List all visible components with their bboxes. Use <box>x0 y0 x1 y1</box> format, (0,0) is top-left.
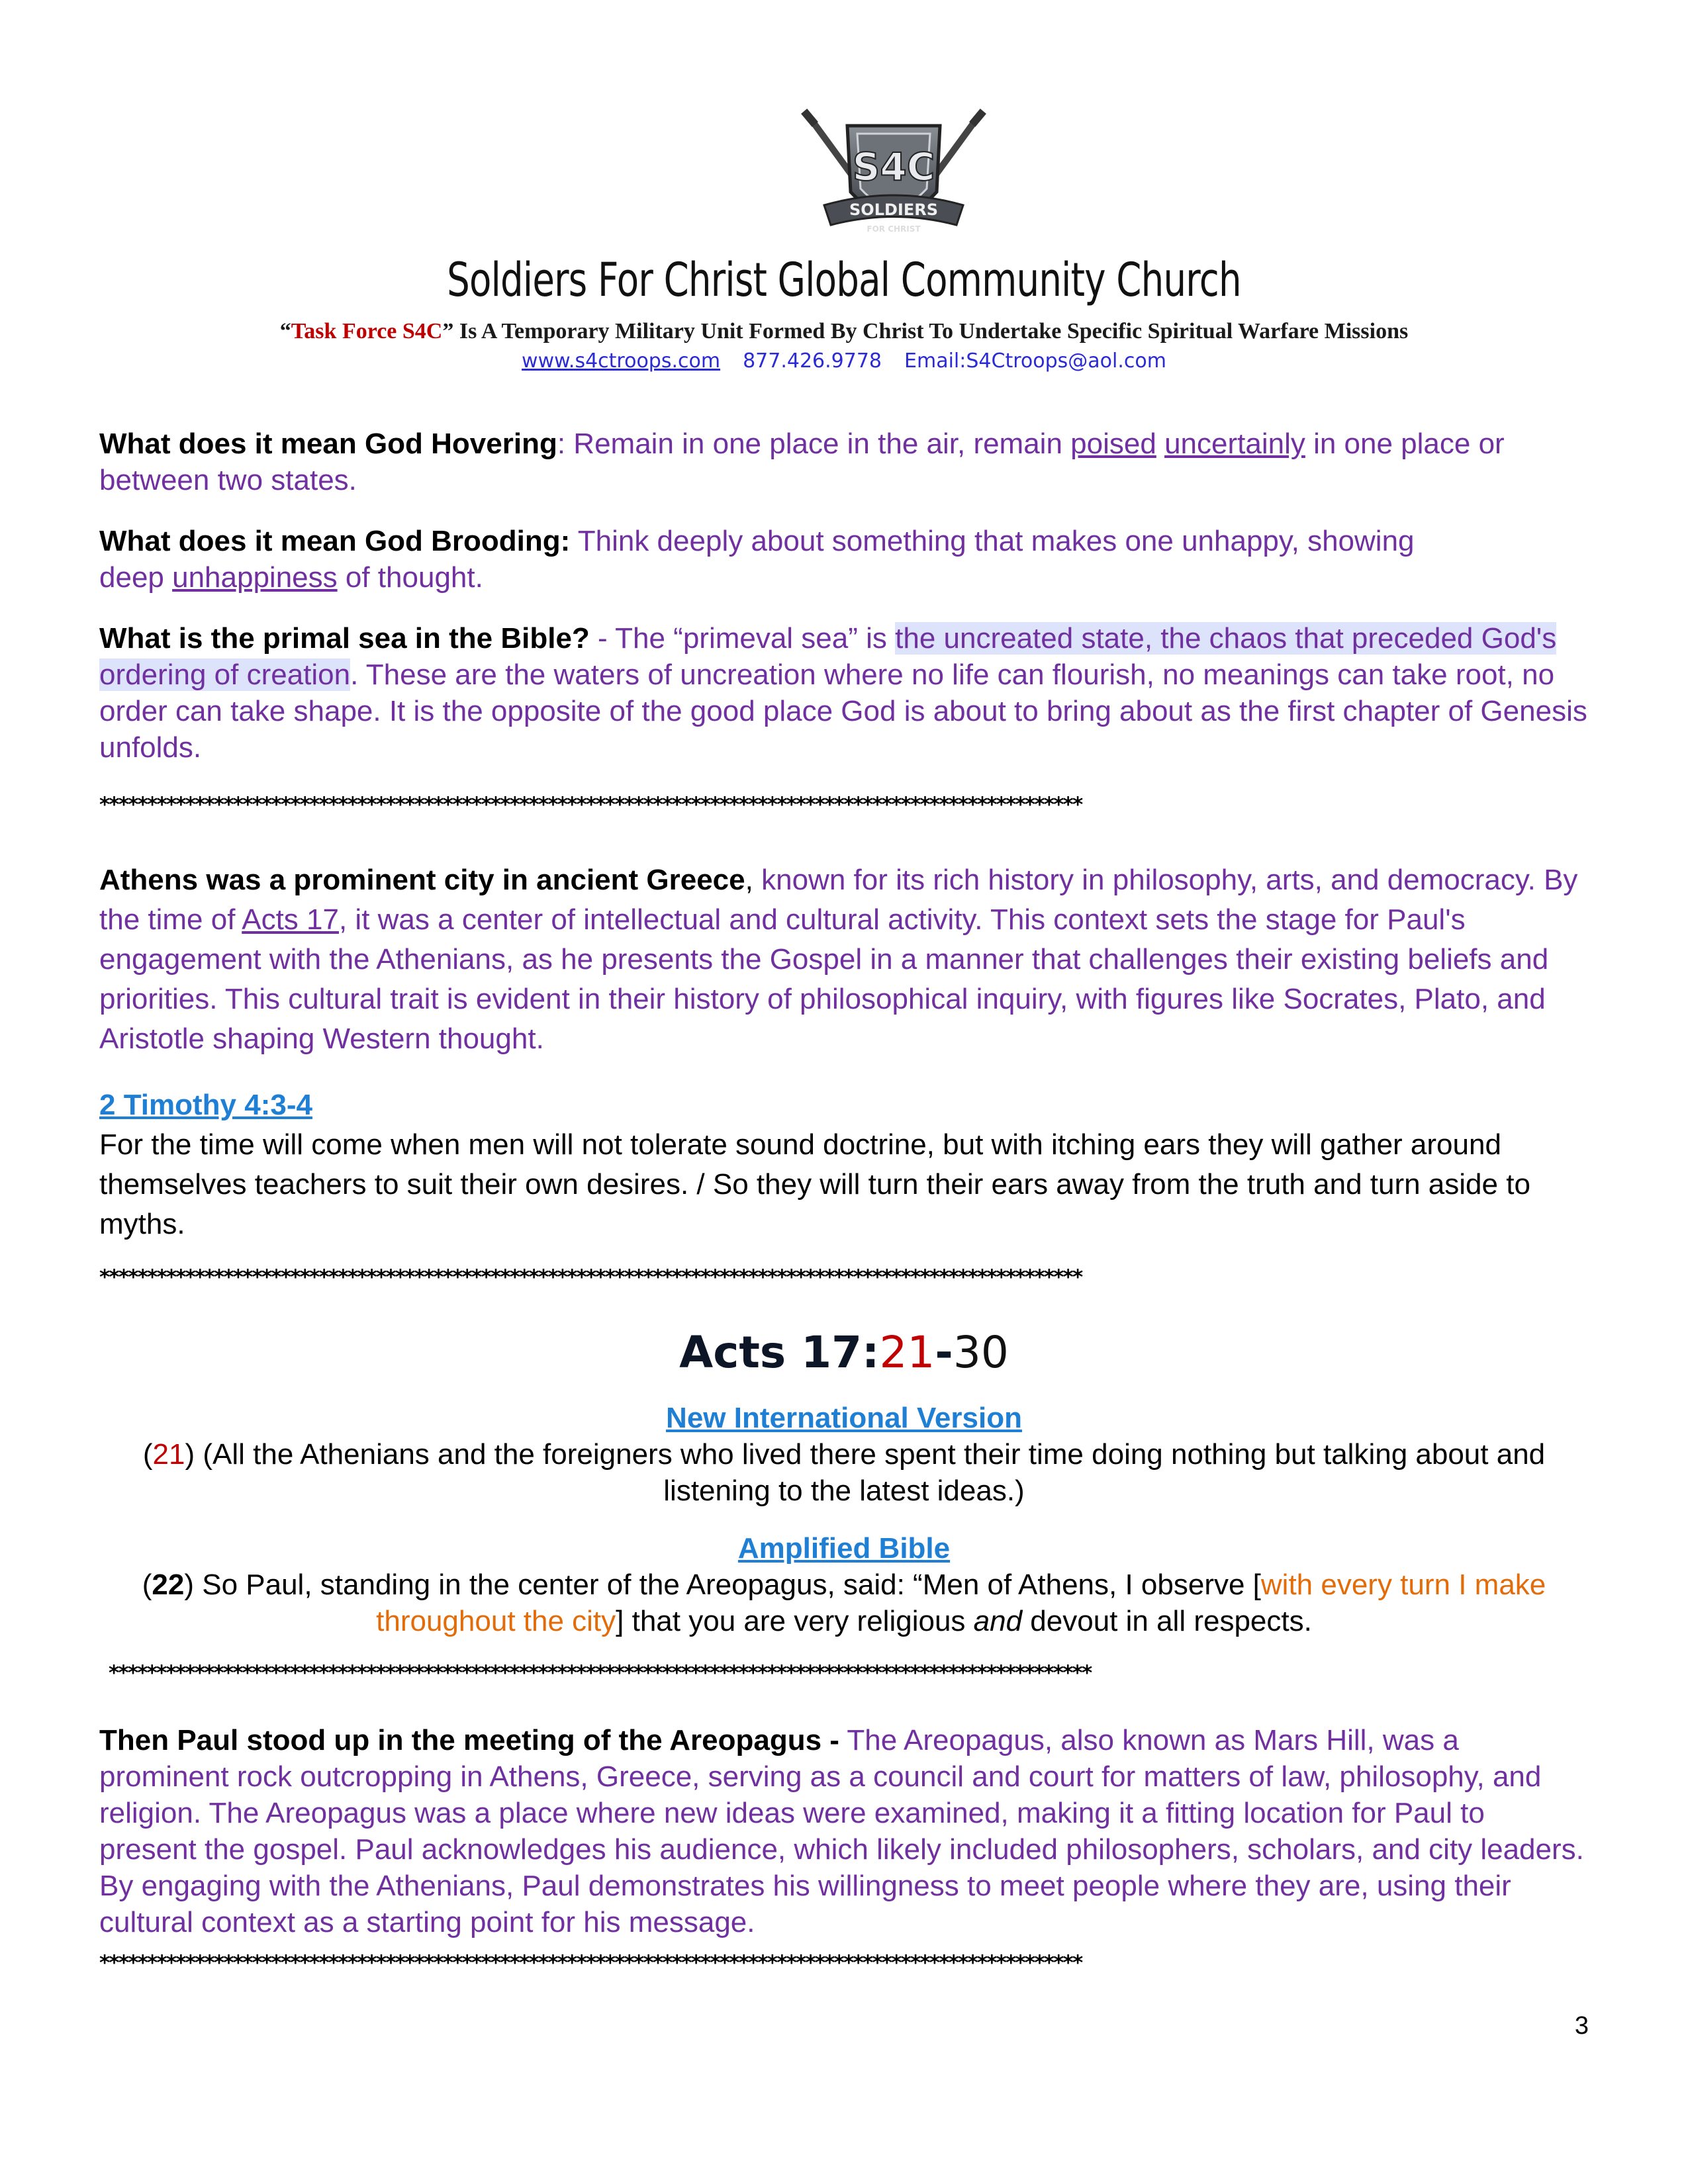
poised-link[interactable]: poised <box>1070 428 1156 460</box>
amp-verse-text: So Paul, standing in the center of the Areopagus, said: “Men of Athens, I observe [ <box>194 1569 1261 1601</box>
amp-verse-number: 22 <box>152 1569 185 1601</box>
separator-2: ******************************************************************************************************* <box>99 1265 1082 1289</box>
amp-verse-text-2: ] that you are very religious <box>616 1605 974 1637</box>
timothy-link[interactable]: 2 Timothy 4:3-4 <box>99 1089 312 1121</box>
primal-sea-text-2: . These are the waters of uncreation where no life can flourish, no meanings can take root, no order can take shape. It is the opposite of the good place God is about to bring about as the first chapter of Genesis unfolds. <box>99 659 1587 764</box>
niv-paren-close: ) <box>185 1438 195 1471</box>
timothy-ref <box>99 1085 1589 1125</box>
primal-sea-highlight: the uncreated state, the chaos that preceded God's ordering of creation <box>99 622 1557 691</box>
amp-paren-close: ) <box>184 1569 194 1601</box>
athens-text: known for its rich history in philosophy, arts, and democracy. By the time of <box>99 864 1578 936</box>
niv-verse-number: 21 <box>152 1438 185 1471</box>
amp-verse <box>99 1567 1589 1639</box>
hovering-space <box>1156 428 1164 460</box>
unhappiness-link[interactable]: unhappiness <box>172 561 338 594</box>
primal-sea-paragraph <box>99 620 1589 766</box>
primal-sea-label: What is the primal sea in the Bible? <box>99 622 590 655</box>
uncertainly-link[interactable]: uncertainly <box>1164 428 1305 460</box>
hovering-paragraph <box>99 426 1589 498</box>
contact-line <box>99 349 1589 373</box>
brooding-text: Think deeply about something that makes one unhappy, showing deep <box>99 525 1415 594</box>
areopagus-label: Then Paul stood up in the meeting of the Areopagus - <box>99 1724 839 1756</box>
svg-text:SOLDIERS: SOLDIERS <box>849 201 938 219</box>
tagline-quote: “ <box>279 319 291 343</box>
svg-text:FOR CHRIST: FOR CHRIST <box>867 224 921 234</box>
tagline <box>99 319 1589 344</box>
niv-verse <box>99 1436 1589 1509</box>
athens-text-2: , it was a center of intellectual and cultural activity. This context sets the stage for Paul's engagement with the Athenians, as he presents the Gospel in a manner that challenges their existing beliefs and priorities. This cultural trait is evident in their history of philosophical inquiry, with figures like Socrates, Plato, and Aristotle shaping Western thought. <box>99 903 1549 1055</box>
athens-label: Athens was a prominent city in ancient Greece <box>99 864 745 896</box>
amp-heading <box>99 1530 1589 1567</box>
separator-1: ******************************************************************************************************* <box>99 793 1082 817</box>
hovering-text-2: in one place or between two states. <box>99 428 1505 496</box>
email-address[interactable]: Email:S4Ctroops@aol.com <box>904 349 1166 373</box>
tagline-task-force: Task Force S4C <box>291 319 443 343</box>
niv-heading <box>99 1400 1589 1436</box>
church-name: Soldiers For Christ Global Community Church <box>447 253 1241 307</box>
brooding-label: What does it mean God Brooding: <box>99 525 571 557</box>
athens-paragraph <box>99 860 1589 1059</box>
acts-verse-end: 30 <box>953 1327 1009 1378</box>
acts-dash: - <box>935 1327 953 1378</box>
hovering-label: What does it mean God Hovering <box>99 428 557 460</box>
document-page <box>99 0 1589 2184</box>
amp-link[interactable]: Amplified Bible <box>737 1532 951 1565</box>
acts-book: Acts 17: <box>679 1327 880 1378</box>
amp-verse-text-3: devout in all respects. <box>1022 1605 1312 1637</box>
website-link[interactable]: www.s4ctroops.com <box>522 349 721 373</box>
acts-17-link[interactable]: Acts 17 <box>242 903 339 936</box>
tagline-rest: ” Is A Temporary Military Unit Formed By Christ To Undertake Specific Spiritual Warfare Missions <box>442 319 1409 343</box>
primal-sea-text: - The “primeval sea” is <box>589 622 896 655</box>
amp-bracket-text: with every turn I make throughout the city <box>376 1569 1546 1637</box>
brooding-text-2: of thought. <box>337 561 483 594</box>
s4c-shield-logo <box>794 106 993 251</box>
niv-link[interactable]: New International Version <box>666 1402 1022 1434</box>
hovering-text: Remain in one place in the air, remain <box>573 428 1071 460</box>
brooding-paragraph <box>99 523 1476 596</box>
amp-italic-word: and <box>973 1605 1023 1637</box>
areopagus-text: The Areopagus, also known as Mars Hill, was a prominent rock outcropping in Athens, Greece, serving as a council and court for matters of law, philosophy, and religion. The Areopagus was a place where new ideas were examined, making it a fitting location for Paul to present the gospel. Paul acknowledges his audience, which likely included philosophers, scholars, and city leaders. By engaging with the Athenians, Paul demonstrates his willingness to meet people where they are, using their cultural context as a starting point for his message. <box>99 1724 1584 1938</box>
separator-4: ******************************************************************************************************* <box>99 1951 1082 1975</box>
areopagus-paragraph <box>99 1722 1589 1940</box>
acts-title <box>99 1327 1589 1378</box>
acts-verse-start: 21 <box>879 1327 935 1378</box>
niv-verse-text: (All the Athenians and the foreigners who lived there spent their time doing nothing but talking about and listening to the latest ideas.) <box>195 1438 1546 1507</box>
phone-number: 877.426.9778 <box>743 349 882 373</box>
hovering-sep: : <box>557 428 574 460</box>
niv-paren-open: ( <box>142 1438 153 1471</box>
timothy-verse: For the time will come when men will not tolerate sound doctrine, but with itching ears they will gather around themselves teachers to suit their own desires. / So they will turn their ears away from the truth and turn aside to myths. <box>99 1128 1530 1240</box>
page-number: 3 <box>1574 2012 1589 2040</box>
athens-comma: , <box>745 864 753 896</box>
separator-3: ******************************************************************************************************* <box>109 1661 1092 1685</box>
amp-paren-open: ( <box>142 1569 152 1601</box>
svg-text:S4C: S4C <box>852 144 935 189</box>
